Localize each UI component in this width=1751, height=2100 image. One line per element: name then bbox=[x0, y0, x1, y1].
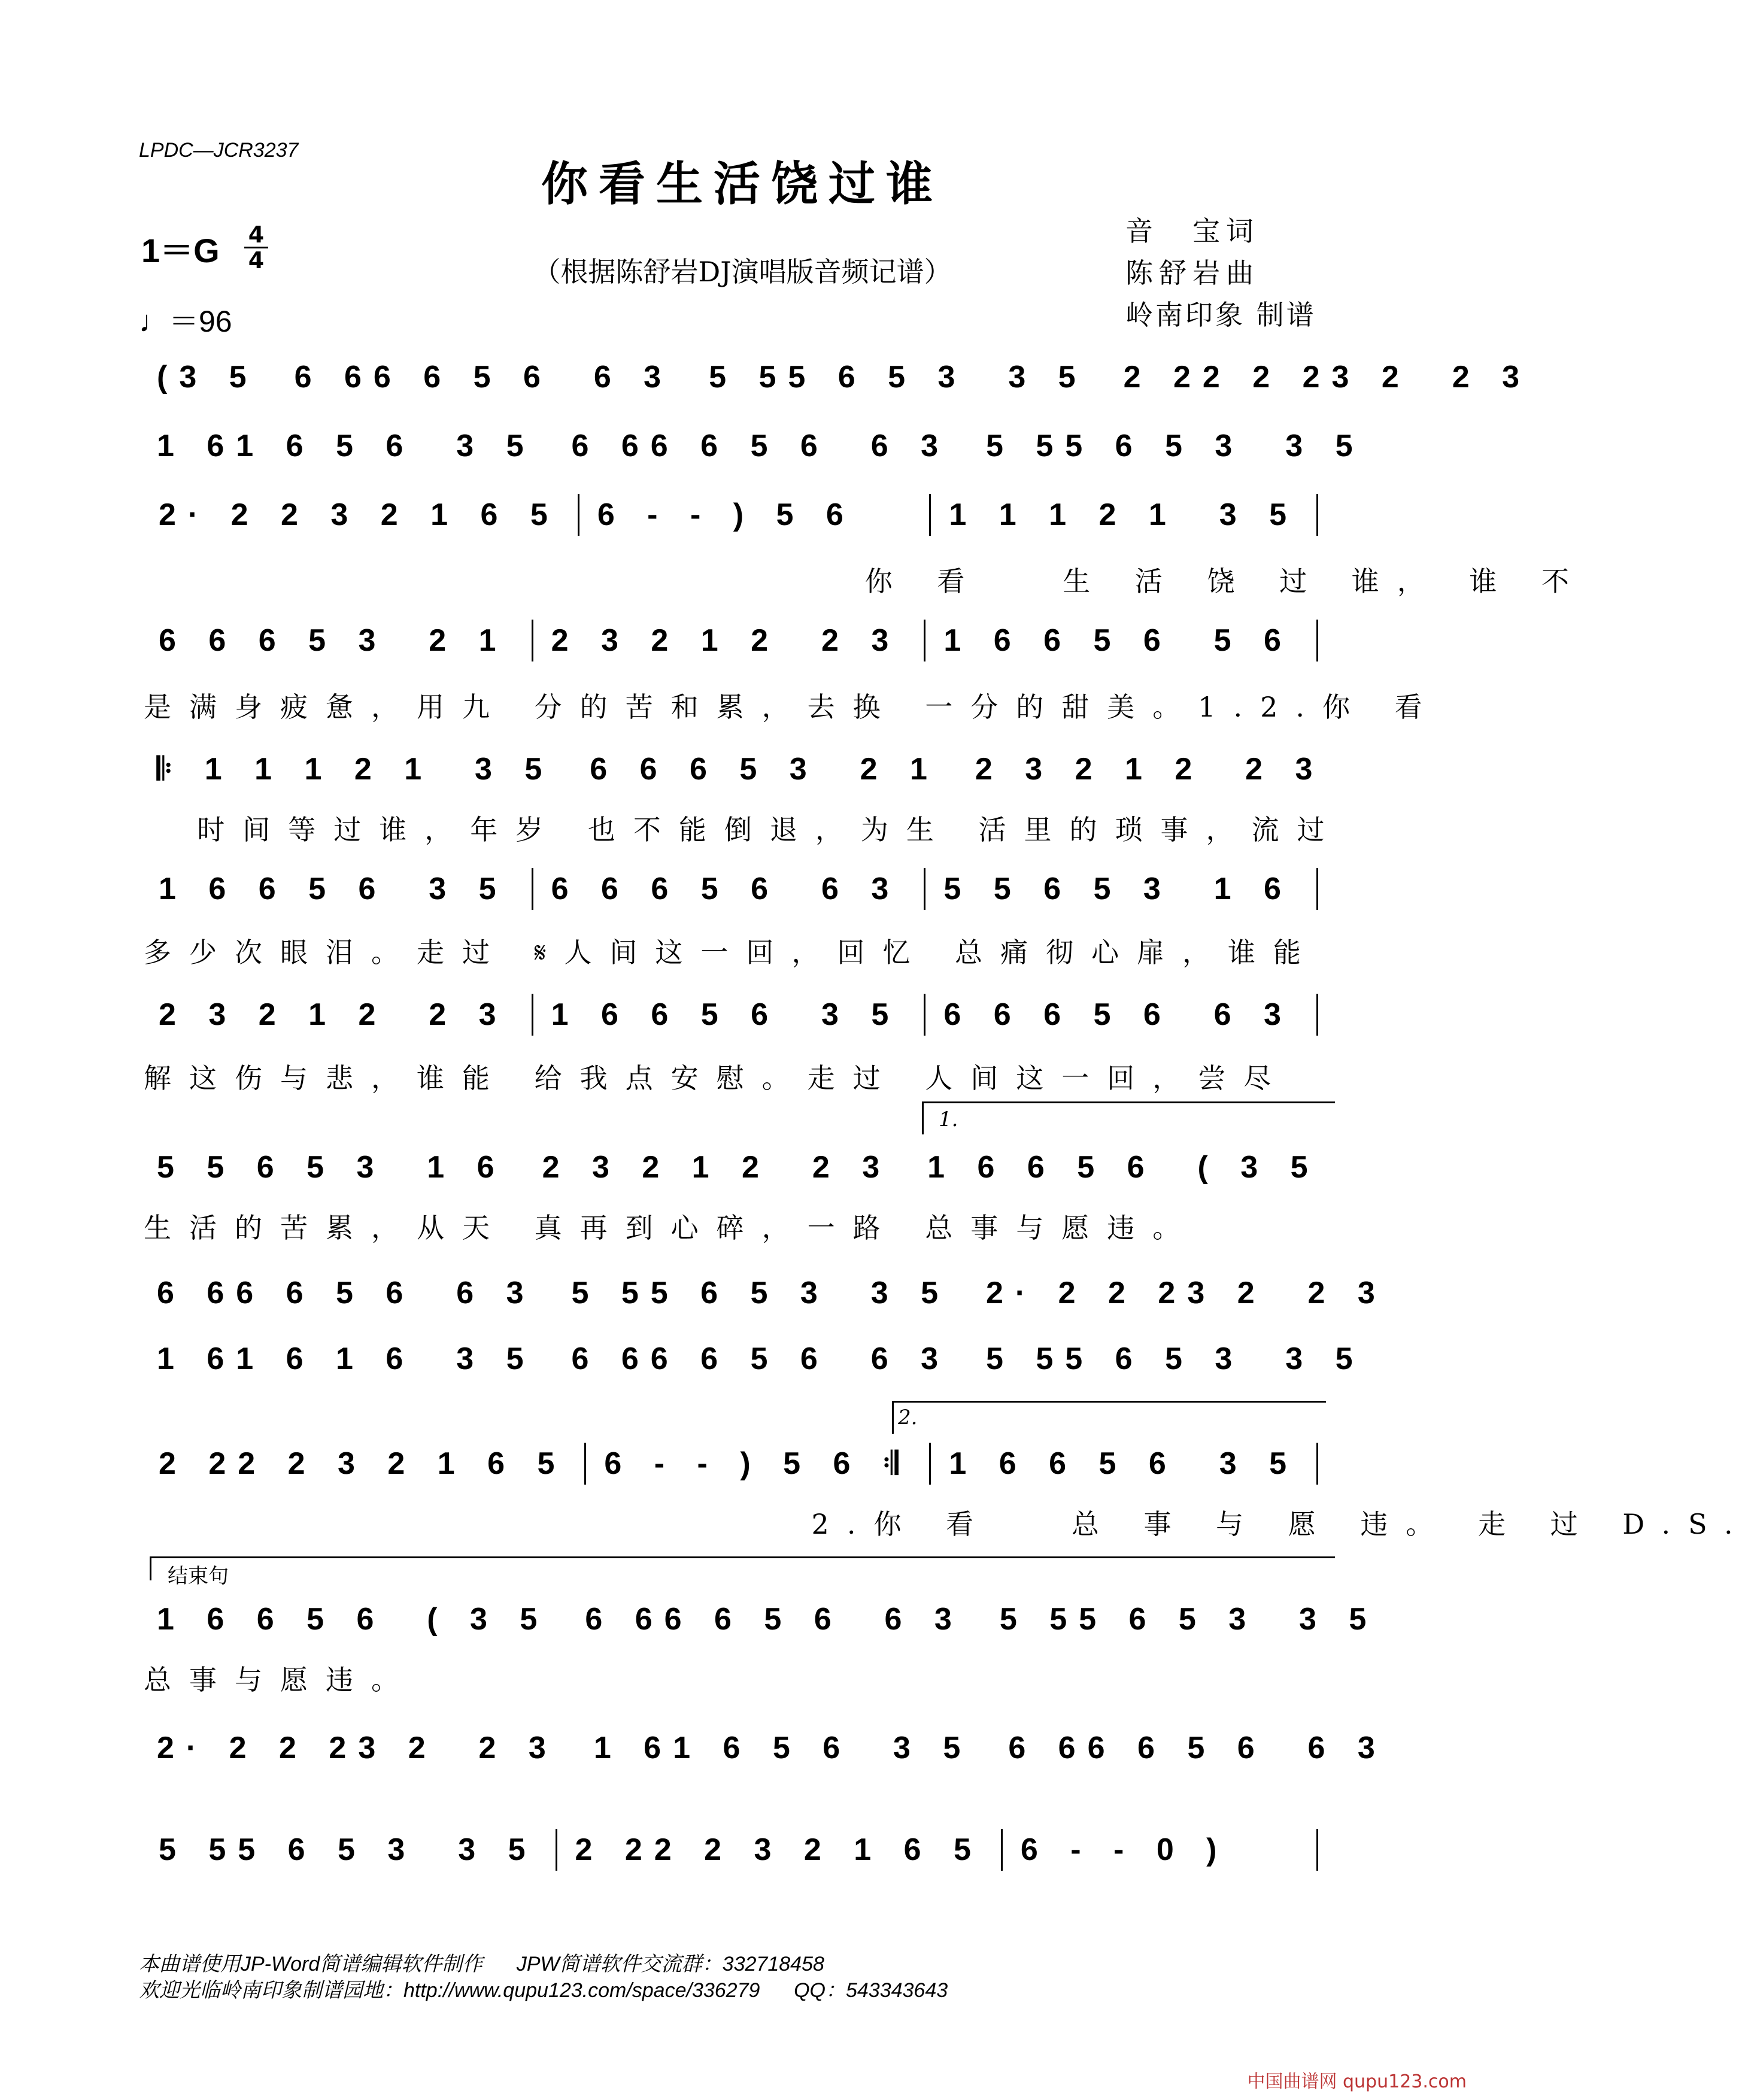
lyric-line: 生活的苦累，从天 真再到心碎，一路 总事与愿违。 bbox=[144, 1212, 1198, 1244]
score-row bbox=[139, 865, 1336, 913]
barline bbox=[1316, 494, 1318, 536]
measure: 5 55 6 5 3 3 5 bbox=[159, 1832, 538, 1867]
measure: 5 55 6 5 3 3 5 bbox=[571, 1276, 950, 1310]
measure: 1 6 6 5 6 ( 3 5 bbox=[157, 1602, 550, 1637]
measure: 6 - - 0 ) bbox=[1020, 1832, 1229, 1867]
measure: 2· 2 2 23 2 2 3 bbox=[157, 1731, 558, 1765]
measure: 5 5 6 5 3 1 6 bbox=[943, 872, 1293, 906]
measure: 1 6 6 5 6 5 6 bbox=[943, 623, 1293, 658]
score-row bbox=[139, 617, 1336, 664]
measure: 2 3 2 1 2 2 3 bbox=[159, 997, 508, 1032]
volta2-bracket-side bbox=[892, 1401, 894, 1434]
measure: 1 61 6 5 6 3 5 bbox=[593, 1731, 973, 1765]
measure: 6 66 6 5 6 6 3 bbox=[571, 429, 950, 463]
lyric-line: 多少次眼泪。走过 𝄋人间这一回，回忆 总痛彻心扉，谁能 bbox=[144, 936, 1319, 969]
barline bbox=[532, 620, 533, 661]
measure: 2 3 2 1 2 2 3 bbox=[551, 623, 901, 658]
lyric-line: 解这伤与悲，谁能 给我点安慰。走过 人间这一回，尝尽 bbox=[144, 1062, 1289, 1094]
score-row bbox=[139, 1595, 1379, 1643]
measure: 2· 2 2 3 2 1 6 5 bbox=[159, 497, 560, 532]
measure: 6 - - ) 5 6 𝄇 bbox=[604, 1446, 911, 1481]
barline bbox=[1316, 1829, 1318, 1871]
volta2-bracket bbox=[892, 1401, 1326, 1403]
lyric-line: 总事与愿违。 bbox=[144, 1664, 417, 1696]
lyric-line: 2.你 看 总 事 与 愿 违。 走 过 D.S. bbox=[144, 1508, 1751, 1540]
composer-credit: 陈舒岩曲 bbox=[1125, 257, 1260, 289]
time-signature-top: 4 bbox=[248, 221, 265, 248]
measure: 5 5 6 5 3 1 6 bbox=[157, 1150, 506, 1185]
lyricist-credit: 音 宝词 bbox=[1125, 215, 1260, 247]
barline bbox=[1316, 1443, 1318, 1485]
score-row bbox=[139, 422, 1365, 470]
score-row bbox=[139, 1269, 1387, 1317]
score-row bbox=[139, 1143, 1336, 1191]
coda-bracket-side bbox=[150, 1556, 151, 1580]
score-row bbox=[139, 991, 1336, 1039]
row-start bbox=[139, 1443, 141, 1485]
time-signature bbox=[244, 223, 268, 272]
measure: 2 22 2 3 2 1 6 5 bbox=[575, 1832, 983, 1867]
volta1-bracket-side bbox=[922, 1101, 924, 1134]
measure: 5 55 6 5 3 3 5 bbox=[709, 360, 1088, 394]
key-signature: 1＝G bbox=[141, 232, 220, 269]
measure: 6 6 6 5 3 2 1 bbox=[590, 752, 939, 787]
measure: 5 55 6 5 3 3 5 bbox=[999, 1602, 1379, 1637]
score-row bbox=[139, 353, 1532, 401]
score-row bbox=[139, 745, 1336, 793]
measure: 𝄆 1 1 1 2 1 3 5 bbox=[157, 751, 554, 787]
measure: 6 - - ) 5 6 bbox=[597, 497, 855, 532]
lyric-line: 你 看 生 活 饶 过 谁， 谁 不 bbox=[144, 565, 1588, 597]
score-row bbox=[139, 1826, 1336, 1874]
lyric-line: 时间等过谁，年岁 也不能倒退，为生 活里的琐事，流过 bbox=[144, 814, 1343, 846]
tempo-value: ＝96 bbox=[169, 305, 232, 338]
barline bbox=[578, 494, 579, 536]
measure: 1 1 1 2 1 3 5 bbox=[949, 497, 1298, 532]
measure: 6 66 6 5 6 6 3 bbox=[585, 1602, 964, 1637]
measure: 6 6 6 5 6 6 3 bbox=[943, 997, 1293, 1032]
score-row bbox=[139, 491, 1336, 539]
arranger-credit: 岭南印象 制谱 bbox=[1125, 299, 1316, 331]
measure: 6 6 6 5 3 2 1 bbox=[159, 623, 508, 658]
barline bbox=[1001, 1829, 1003, 1871]
barline bbox=[584, 1443, 586, 1485]
measure: 6 6 6 5 6 6 3 bbox=[551, 872, 901, 906]
volta2-label: 2. bbox=[898, 1406, 918, 1430]
measure: 5 55 6 5 3 3 5 bbox=[986, 429, 1365, 463]
measure: 2· 2 2 23 2 2 3 bbox=[986, 1276, 1387, 1310]
measure: 1 6 6 5 6 ( 3 5 bbox=[927, 1150, 1320, 1185]
footer-line-2: 欢迎光临岭南印象制谱园地：http://www.qupu123.com/space/336279 QQ：543343643 bbox=[139, 1979, 948, 2002]
watermark-logo: 中国曲谱网 qupu123.com bbox=[1247, 2071, 1467, 2092]
measure: 2 3 2 1 2 2 3 bbox=[975, 752, 1325, 787]
measure: 6 66 6 5 6 6 3 bbox=[571, 1342, 950, 1376]
barline bbox=[924, 620, 925, 661]
coda-label: 结束句 bbox=[168, 1564, 229, 1588]
barline bbox=[929, 494, 931, 536]
volta1-label: 1. bbox=[939, 1107, 958, 1131]
row-start bbox=[139, 494, 141, 536]
barline bbox=[1316, 620, 1318, 661]
quarter-note-icon: ♩ bbox=[139, 305, 169, 338]
barline bbox=[1316, 868, 1318, 910]
row-start bbox=[139, 620, 141, 661]
barline bbox=[532, 994, 533, 1036]
measure: 6 66 6 5 6 6 3 bbox=[294, 360, 673, 394]
row-start bbox=[139, 868, 141, 910]
barline bbox=[1316, 994, 1318, 1036]
barline bbox=[924, 994, 925, 1036]
barline bbox=[929, 1443, 931, 1485]
row-start bbox=[139, 994, 141, 1036]
measure: (3 5 bbox=[157, 360, 259, 394]
row-start bbox=[139, 1829, 141, 1871]
measure: 1 6 6 5 6 3 5 bbox=[551, 997, 901, 1032]
measure: 1 6 6 5 6 3 5 bbox=[949, 1446, 1298, 1481]
song-subtitle: （根据陈舒岩DJ演唱版音频记谱） bbox=[533, 256, 952, 288]
score-row bbox=[139, 1724, 1387, 1772]
barline bbox=[924, 868, 925, 910]
measure: 6 66 6 5 6 6 3 bbox=[1008, 1731, 1387, 1765]
measure: 5 55 6 5 3 3 5 bbox=[986, 1342, 1365, 1376]
song-title: 你看生活饶过谁 bbox=[541, 157, 943, 211]
measure: 6 66 6 5 6 6 3 bbox=[157, 1276, 536, 1310]
measure: 2 3 2 1 2 2 3 bbox=[542, 1150, 892, 1185]
barline bbox=[532, 868, 533, 910]
coda-bracket bbox=[150, 1556, 1335, 1558]
measure: 1 61 6 5 6 3 5 bbox=[157, 429, 536, 463]
measure: 2 22 2 3 2 1 6 5 bbox=[159, 1446, 567, 1481]
tempo-marking bbox=[139, 298, 232, 341]
volta1-bracket bbox=[922, 1101, 1335, 1103]
measure: 1 61 6 1 6 3 5 bbox=[157, 1342, 536, 1376]
measure: 1 6 6 5 6 3 5 bbox=[159, 872, 508, 906]
lyric-line: 是满身疲惫，用九 分的苦和累，去换 一分的甜美。1.2.你 看 bbox=[144, 691, 1440, 723]
score-row bbox=[139, 1335, 1365, 1383]
time-signature-bottom: 4 bbox=[244, 247, 268, 272]
measure: 2 22 2 23 2 2 3 bbox=[1123, 360, 1532, 394]
score-row bbox=[139, 1440, 1336, 1488]
barline bbox=[556, 1829, 557, 1871]
score-code: LPDC—JCR3237 bbox=[139, 139, 299, 162]
footer-line-1: 本曲谱使用JP-Word简谱编辑软件制作 JPW简谱软件交流群：332718458 bbox=[139, 1953, 824, 1975]
